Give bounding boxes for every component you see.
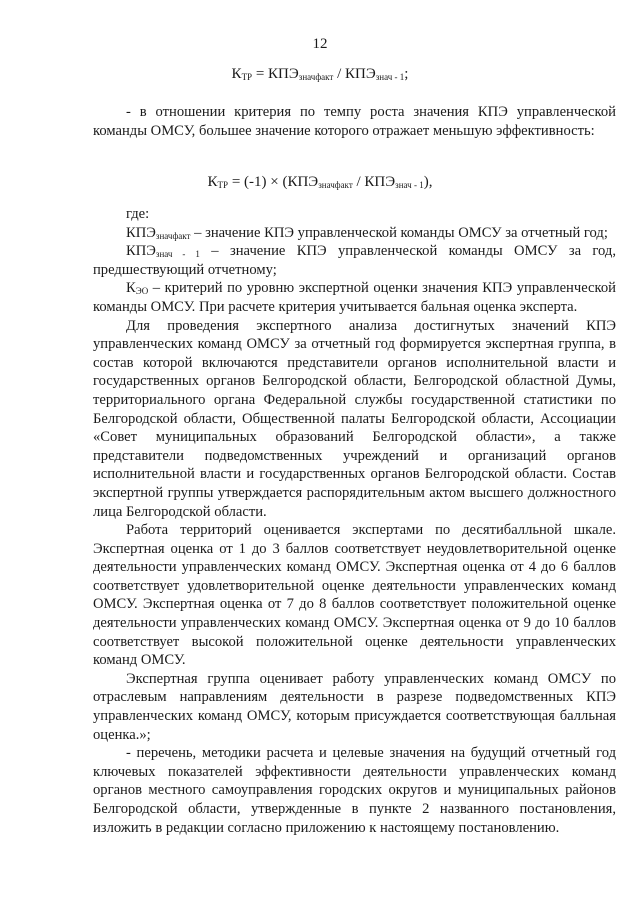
definition-kpe-fact: $КПЭ_{значфакт}$ – значение КПЭ управленческой команды ОМСУ за отчетный год; [126, 224, 608, 241]
formula-growth-rate: $К_{ТР} = КПЭ_{значфакт} / КПЭ_{знач - 1}$; [231, 66, 409, 82]
paragraph-expert-group: Для проведения экспертного анализа достигнутых значений КПЭ управленческих команд ОМСУ за отчетный год формируется экспертная группа, в состав которой включаются представители органов исполнительной власти и государственных органов Белгородской области, Белгородской областной Думы, территориального органа Федеральной службы государственной статистики по Белгородской области, Общественной палаты Белгородской области, Ассоциации «Совет муниципальных образований Белгородской области», а также представители подведомственных учреждений и организаций органов исполнительной власти и государственных органов Белгородской области. Состав экспертной группы утверждается распорядительным актом высшего должностного лица Белгородской области. [93, 317, 616, 520]
definition-kpe-prev: $КПЭ_{знач - 1}$ – значение КПЭ управленческой команды ОМСУ за год, предшествующий отчетному; [93, 243, 617, 278]
paragraph-list: - перечень, методики расчета и целевые значения на будущий отчетный год ключевых показателей эффективности деятельности управленческих команд органов местного самоуправления городских округов и муниципальных районов Белгородской области, утвержденные в пункте 2 названного постановления, изложить в редакции согласно приложению к настоящему постановлению. [93, 745, 616, 836]
paragraph-scale: Работа территорий оценивается экспертами по десятибалльной шкале. Экспертная оценка от 1 до 3 баллов соответствует неудовлетворительной оценке деятельности управленческих команд ОМСУ. Экспертная оценка от 4 до 6 баллов соответствует удовлетворительной оценке деятельности управленческих команд ОМСУ. Экспертная оценка от 7 до 8 баллов соответствует положительной оценке деятельности управленческих команд ОМСУ. Экспертная оценка от 9 до 10 баллов соответствует высокой положительной оценке деятельности управленческих команд ОМСУ. [93, 522, 616, 669]
paragraph-text: - в отношении критерия по темпу роста значения КПЭ управленческой команды ОМСУ, большее значение которого отражает меньшую эффективность: [93, 104, 616, 139]
paragraph-criterion [93, 103, 616, 140]
definition-k-eo: $К_{ЭО}$ – критерий по уровню экспертной оценки значения КПЭ управленческой команды ОМСУ. При расчете критерия учитывается бальная оценка эксперта. [93, 280, 616, 315]
page-number: 12 [312, 36, 328, 52]
paragraph-evaluation: Экспертная группа оценивает работу управленческих команд ОМСУ по отраслевым направлениям деятельности в разрезе подведомственных КПЭ управленческих команд ОМСУ, которым присуждается соответствующая балльная оценка.»; [93, 670, 616, 743]
main-text-block [93, 205, 616, 837]
where-label: где: [126, 206, 150, 222]
formula-growth-rate-inverse: $К_{ТР} = (-1) \times (КПЭ_{значфакт} / КПЭ_{знач - 1})$, [207, 174, 433, 190]
